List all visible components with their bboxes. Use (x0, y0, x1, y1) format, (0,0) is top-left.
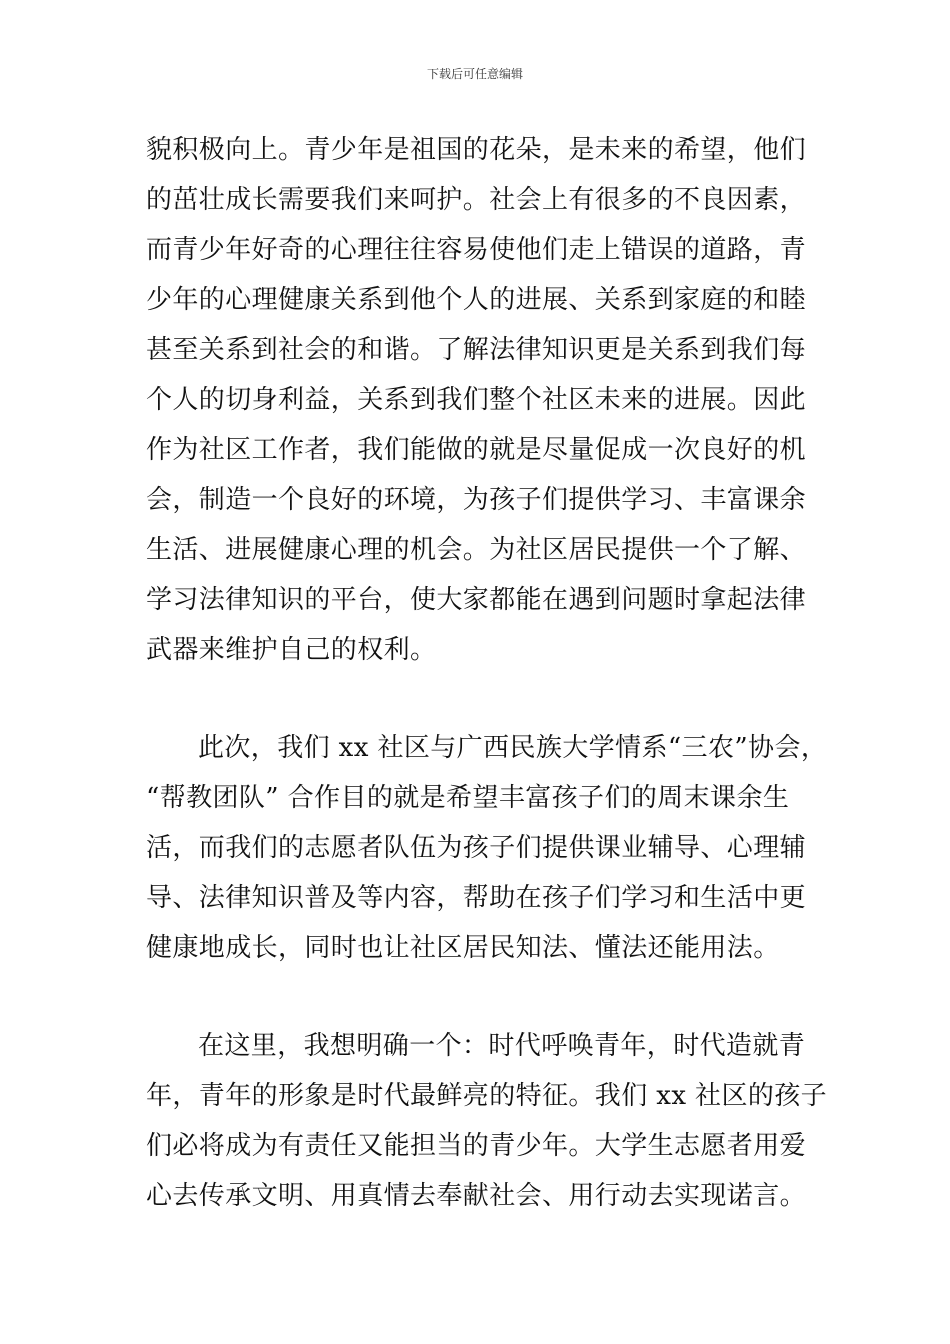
paragraph-line: 的茁壮成长需要我们来呵护。社会上有很多的不良因素， (146, 185, 807, 215)
paragraph-line: 个人的切身利益，关系到我们整个社区未来的进展。因此 (146, 385, 807, 415)
paragraph-line: 貌积极向上。青少年是祖国的花朵，是未来的希望，他们 (146, 135, 807, 165)
paragraph-line: 而青少年好奇的心理往往容易使他们走上错误的道路，青 (146, 235, 807, 265)
paragraph-line: 在这里，我想明确一个：时代呼唤青年，时代造就青 (198, 1031, 806, 1061)
paragraph-line: 活，而我们的志愿者队伍为孩子们提供课业辅导、心理辅 (146, 833, 807, 863)
paragraph-line: 生活、进展健康心理的机会。为社区居民提供一个了解、 (146, 535, 807, 565)
paragraph-line: “帮教团队” 合作目的就是希望丰富孩子们的周末课余生 (146, 783, 790, 813)
paragraph-line: 此次，我们 xx 社区与广西民族大学情系“三农”协会， (198, 733, 828, 763)
paragraph-line: 导、法律知识普及等内容，帮助在孩子们学习和生活中更 (146, 883, 807, 913)
paragraph-line: 年，青年的形象是时代最鲜亮的特征。我们 xx 社区的孩子 (146, 1081, 828, 1111)
paragraph-line: 们必将成为有责任又能担当的青少年。大学生志愿者用爱 (146, 1131, 807, 1161)
paragraph-line: 少年的心理健康关系到他个人的进展、关系到家庭的和睦 (146, 285, 807, 315)
page-header: 下载后可任意编辑 (426, 67, 523, 81)
paragraph-line: 会，制造一个良好的环境，为孩子们提供学习、丰富课余 (146, 485, 807, 515)
paragraph-line: 甚至关系到社会的和谐。了解法律知识更是关系到我们每 (146, 335, 807, 365)
paragraph-line: 健康地成长，同时也让社区居民知法、懂法还能用法。 (146, 933, 780, 963)
paragraph-line: 心去传承文明、用真情去奉献社会、用行动去实现诺言。 (146, 1181, 807, 1211)
paragraph-line: 作为社区工作者，我们能做的就是尽量促成一次良好的机 (146, 435, 807, 465)
paragraph-line: 学习法律知识的平台，使大家都能在遇到问题时拿起法律 (146, 585, 807, 615)
paragraph-line: 武器来维护自己的权利。 (146, 635, 437, 665)
